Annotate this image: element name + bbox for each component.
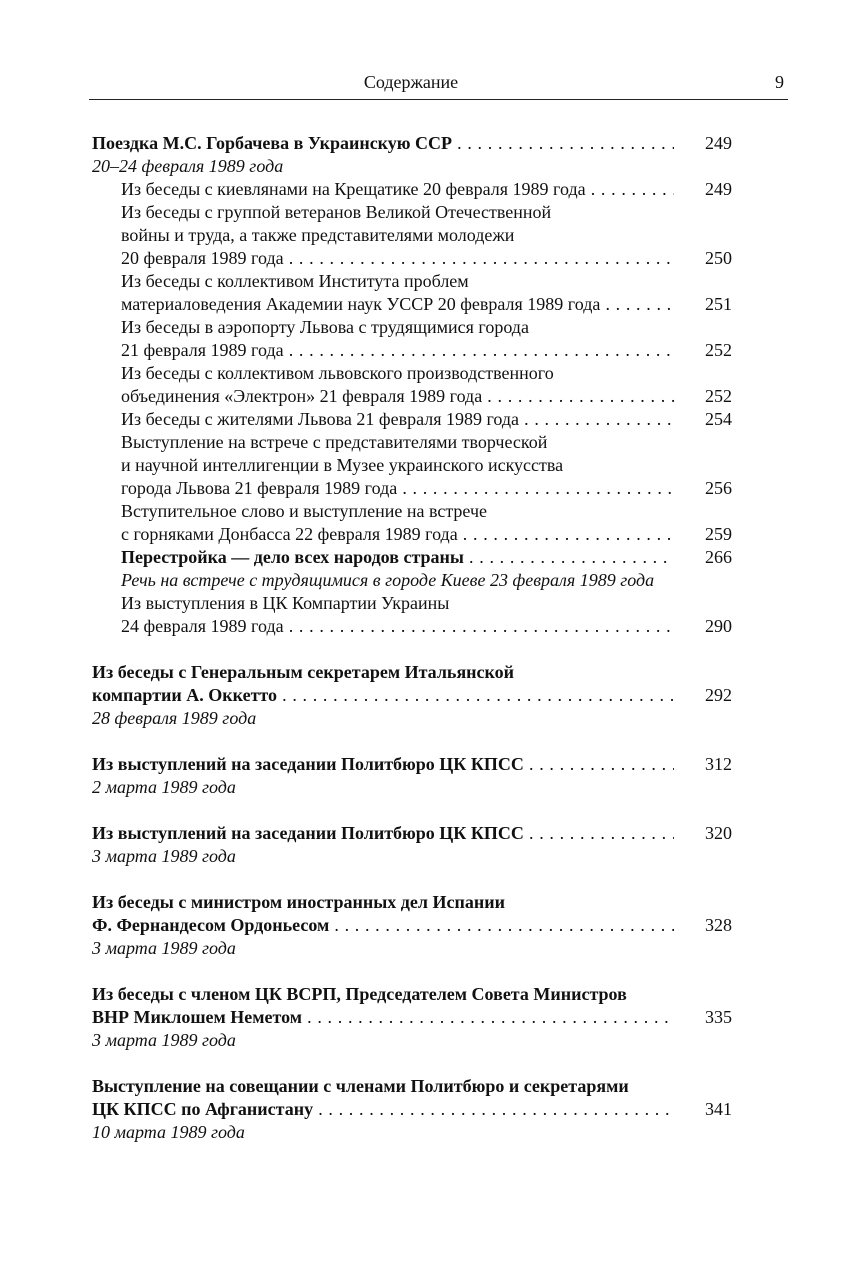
toc-subentry[interactable]: [92, 523, 732, 546]
toc-entry-page: 259: [688, 523, 732, 546]
toc-entry-text: Из выступлений на заседании Политбюро ЦК КПСС . . .: [92, 754, 732, 774]
spacer: [92, 960, 732, 983]
toc-entry-text: ЦК КПСС по Афганистану . . .: [92, 1099, 732, 1119]
toc-entry-text: Ф. Фернандесом Ордоньесом . . .: [92, 915, 732, 935]
toc-entry-title[interactable]: [92, 753, 732, 776]
toc-entry-page: 266: [688, 546, 732, 569]
toc-entry-page: 312: [688, 753, 732, 776]
toc-entry-text: материаловедения Академии наук УССР 20 февраля 1989 года . . .: [121, 294, 732, 314]
toc-entry-text: компартии А. Оккетто . . .: [92, 685, 732, 705]
toc-subentry-line[interactable]: войны и труда, а также представителями молодежи: [121, 225, 515, 245]
page-number: 9: [775, 72, 784, 92]
toc-subentry[interactable]: [92, 477, 732, 500]
toc-subentry-line[interactable]: Из беседы в аэропорту Львова с трудящимися города: [121, 317, 529, 337]
toc-entry-page: 335: [688, 1006, 732, 1029]
toc-subentry-line[interactable]: Вступительное слово и выступление на встрече: [121, 501, 488, 521]
toc-subentry[interactable]: [92, 408, 732, 431]
toc-entry-title[interactable]: [92, 822, 732, 845]
spacer: [92, 730, 732, 753]
toc-entry-title-line[interactable]: Из беседы с Генеральным секретарем Итальянской: [92, 662, 515, 682]
toc-entry-title-line[interactable]: Из беседы с министром иностранных дел Испании: [92, 892, 505, 912]
toc-entry-page: 256: [688, 477, 732, 500]
toc-entry-text: Перестройка — дело всех народов страны . . .: [121, 547, 732, 567]
toc-entry-page: 252: [688, 339, 732, 362]
toc-entry-date: 20–24 февраля 1989 года: [92, 156, 284, 176]
toc-entry-page: 252: [688, 385, 732, 408]
toc-entry-page: 254: [688, 408, 732, 431]
toc-entry-page: 249: [688, 178, 732, 201]
toc-subentry[interactable]: [92, 615, 732, 638]
toc-entry-text: Из выступлений на заседании Политбюро ЦК КПСС . . .: [92, 823, 732, 843]
toc-entry-text: 20 февраля 1989 года . . .: [121, 248, 732, 268]
toc-entry-date: 3 марта 1989 года: [92, 846, 236, 866]
toc-entry-text: 21 февраля 1989 года . . .: [121, 340, 732, 360]
toc-subentry-title[interactable]: [92, 546, 732, 569]
toc-entry-text: 24 февраля 1989 года . . .: [121, 616, 732, 636]
toc-subentry-line[interactable]: Из беседы с коллективом львовского производственного: [121, 363, 554, 383]
toc-subentry-line[interactable]: Из беседы с коллективом Института проблем: [121, 271, 469, 291]
toc-entry-page: 251: [688, 293, 732, 316]
toc-entry-page: 328: [688, 914, 732, 937]
toc-entry-title-line[interactable]: Из беседы с членом ЦК ВСРП, Председателем Совета Министров: [92, 984, 627, 1004]
toc-subentry[interactable]: [92, 293, 732, 316]
toc-subentry-subtitle: Речь на встрече с трудящимися в городе Киеве 23 февраля 1989 года: [121, 570, 655, 590]
toc-subentry[interactable]: [92, 385, 732, 408]
toc-subentry[interactable]: [92, 247, 732, 270]
toc-entry-text: ВНР Миклошем Неметом . . .: [92, 1007, 732, 1027]
toc-entry-title[interactable]: [92, 1006, 732, 1029]
toc-entry-page: 290: [688, 615, 732, 638]
toc-subentry-line[interactable]: Из беседы с группой ветеранов Великой Отечественной: [121, 202, 552, 222]
running-header-title: Содержание: [363, 72, 459, 92]
toc-subentry-line[interactable]: Из выступления в ЦК Компартии Украины: [121, 593, 450, 613]
spacer: [92, 638, 732, 661]
toc-entry-text: Из беседы с жителями Львова 21 февраля 1989 года . . .: [121, 409, 732, 429]
toc-subentry-line[interactable]: Выступление на встрече с представителями творческой: [121, 432, 548, 452]
toc-entry-title[interactable]: [92, 1098, 732, 1121]
toc-subentry-line[interactable]: и научной интеллигенции в Музее украинского искусства: [121, 455, 564, 475]
toc-entry-text: Поездка М.С. Горбачева в Украинскую ССР . . .: [92, 133, 732, 153]
toc-entry-page: 292: [688, 684, 732, 707]
toc-entry-title[interactable]: [92, 684, 732, 707]
table-of-contents: [92, 132, 732, 1144]
toc-entry-title[interactable]: [92, 914, 732, 937]
toc-entry-page: 320: [688, 822, 732, 845]
toc-entry-date: 2 марта 1989 года: [92, 777, 236, 797]
toc-entry-page: 341: [688, 1098, 732, 1121]
toc-subentry[interactable]: [92, 178, 732, 201]
toc-entry-text: объединения «Электрон» 21 февраля 1989 года . . .: [121, 386, 732, 406]
spacer: [92, 868, 732, 891]
toc-entry-date: 28 февраля 1989 года: [92, 708, 257, 728]
toc-entry-text: Из беседы с киевлянами на Крещатике 20 февраля 1989 года . . .: [121, 179, 732, 199]
toc-subentry[interactable]: [92, 339, 732, 362]
toc-entry-title[interactable]: [92, 132, 732, 155]
toc-entry-date: 3 марта 1989 года: [92, 938, 236, 958]
toc-entry-date: 3 марта 1989 года: [92, 1030, 236, 1050]
toc-entry-title-line[interactable]: Выступление на совещании с членами Политбюро и секретарями: [92, 1076, 629, 1096]
spacer: [92, 1052, 732, 1075]
toc-entry-text: с горняками Донбасса 22 февраля 1989 года . . .: [121, 524, 732, 544]
toc-entry-page: 250: [688, 247, 732, 270]
header-rule: [89, 99, 788, 100]
spacer: [92, 799, 732, 822]
toc-entry-text: города Львова 21 февраля 1989 года . . .: [121, 478, 732, 498]
toc-entry-page: 249: [688, 132, 732, 155]
toc-entry-date: 10 марта 1989 года: [92, 1122, 245, 1142]
